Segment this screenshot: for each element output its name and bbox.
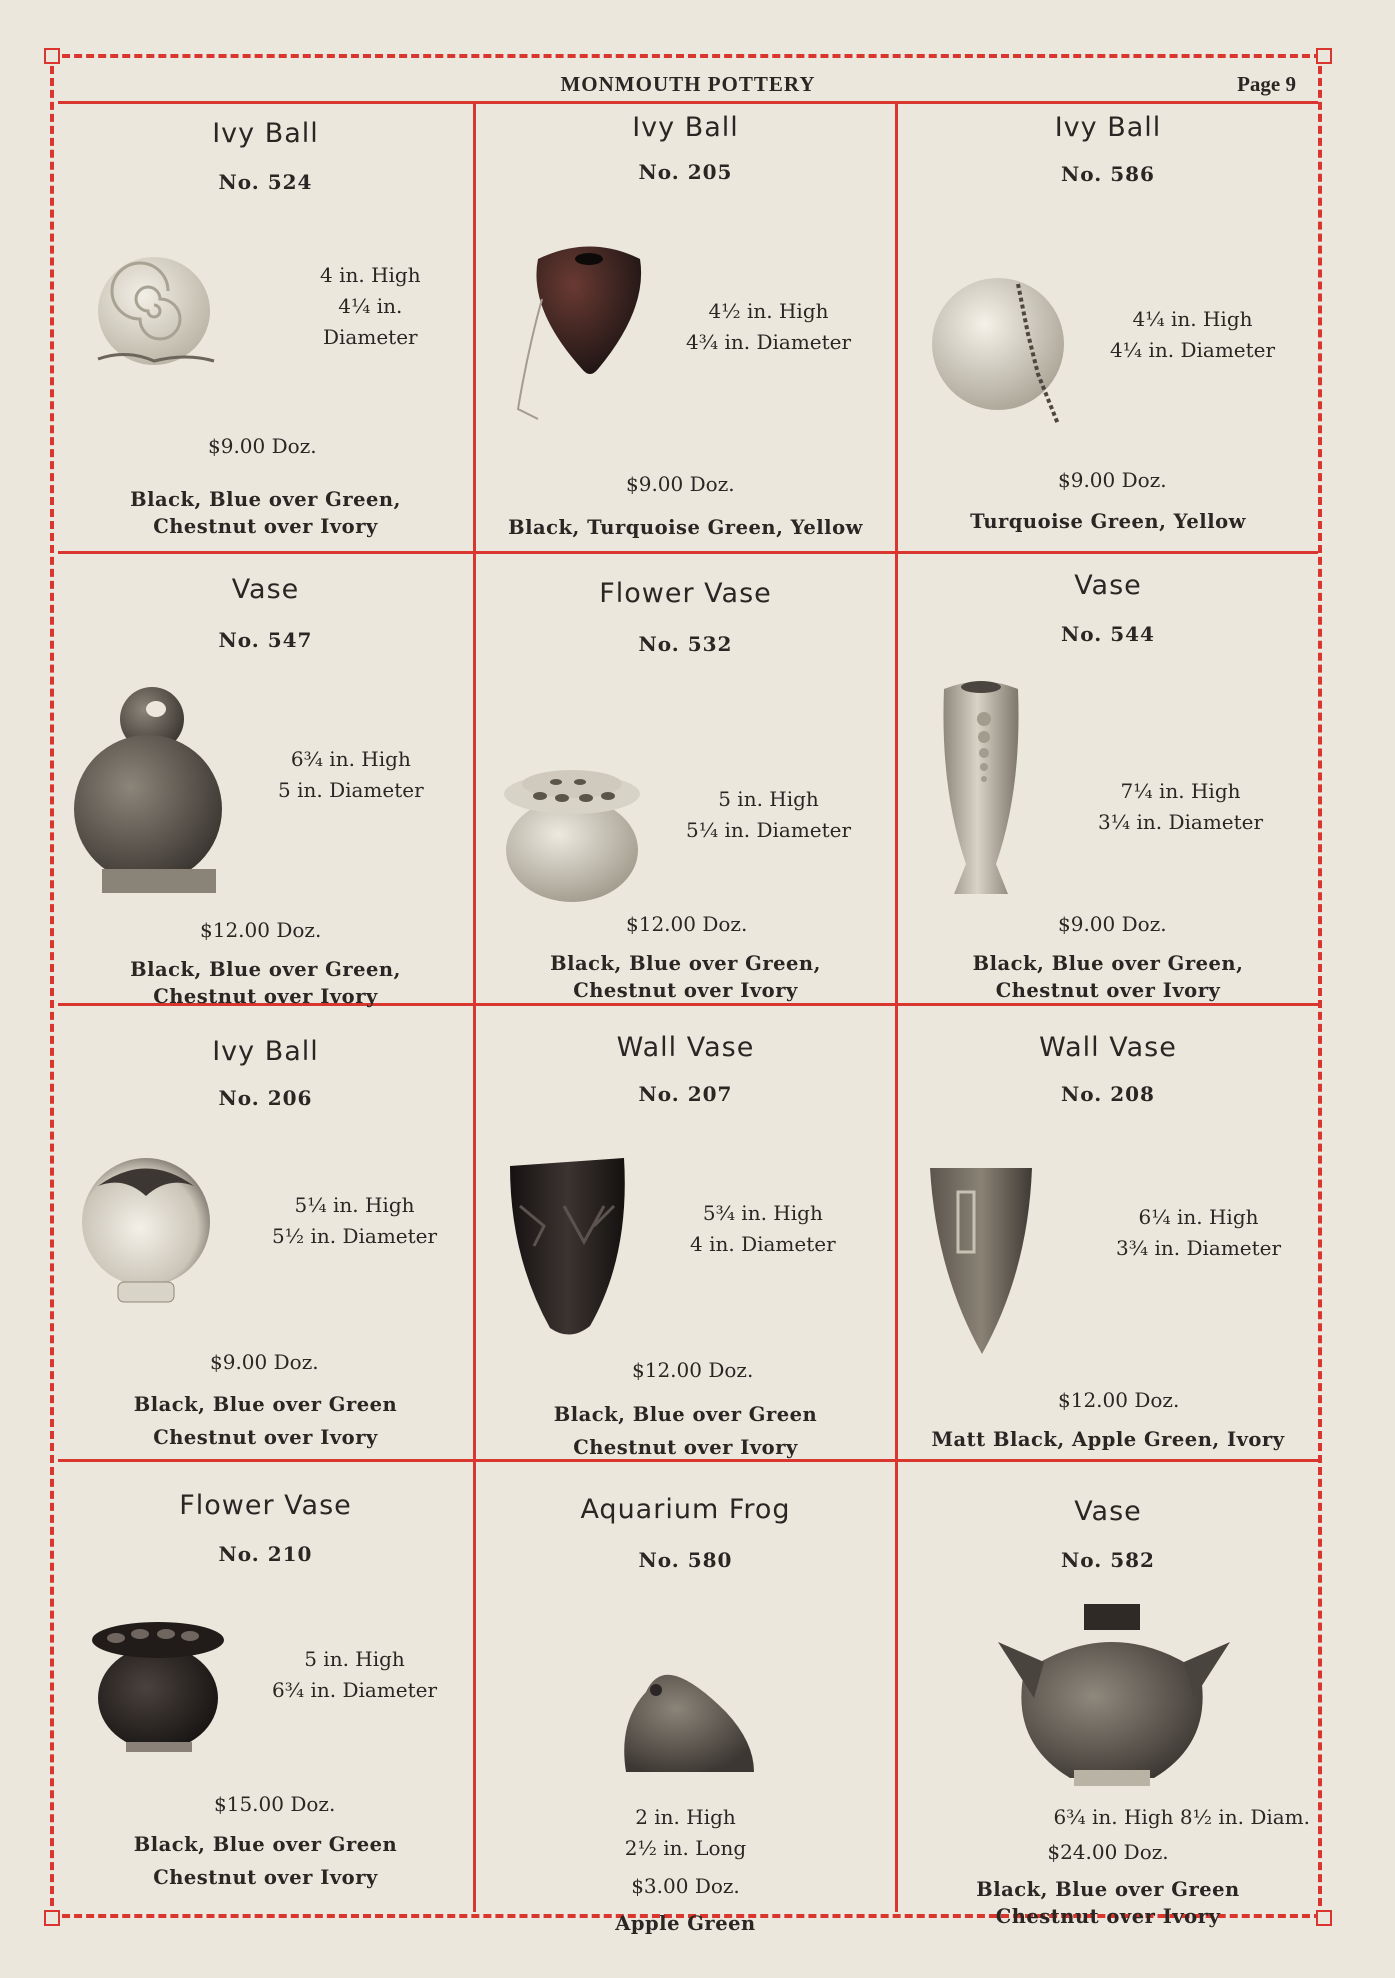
item-price: $3.00 Doz. (631, 1874, 740, 1898)
catalog-item (476, 1462, 898, 1935)
item-colors: Turquoise Green, Yellow (970, 510, 1246, 533)
item-name: Ivy Ball (212, 1036, 319, 1067)
item-price: $12.00 Doz. (626, 912, 748, 936)
item-number: No. 586 (1061, 162, 1155, 186)
item-name: Ivy Ball (212, 118, 319, 149)
catalog-item (58, 1462, 476, 1912)
item-colors: Black, Blue over Green, Chestnut over Ivory (972, 952, 1244, 1002)
ivy-ball-205-illustration (498, 229, 658, 429)
item-number: No. 582 (1061, 1548, 1155, 1572)
item-price: $9.00 Doz. (208, 434, 317, 458)
item-colors: Black, Blue over Green Chestnut over Ivory (133, 1393, 398, 1449)
item-name: Flower Vase (179, 1490, 352, 1521)
catalog-item (898, 1462, 1318, 1928)
item-colors: Matt Black, Apple Green, Ivory (931, 1428, 1285, 1451)
item-dimensions: 2 in. High 2½ in. Long (624, 1805, 747, 1860)
item-dimensions: 7¼ in. High 3¼ in. Diameter (1098, 779, 1264, 834)
item-price: $24.00 Doz. (1047, 1840, 1169, 1864)
item-price: $12.00 Doz. (1058, 1388, 1180, 1412)
item-number: No. 206 (218, 1086, 313, 1110)
item-price: $9.00 Doz. (1058, 912, 1167, 936)
item-dimensions: 6¼ in. High 3¾ in. Diameter (1116, 1205, 1282, 1260)
publisher-title: MONMOUTH POTTERY (560, 72, 816, 96)
item-number: No. 580 (638, 1548, 733, 1572)
item-name: Ivy Ball (632, 112, 739, 143)
item-number: No. 544 (1061, 622, 1155, 646)
item-colors: Black, Blue over Green, Chestnut over Ivory (550, 952, 821, 1002)
item-dimensions: 4 in. High 4¼ in. Diameter (320, 263, 421, 349)
catalog-item (58, 1006, 476, 1462)
item-colors: Apple Green (615, 1912, 756, 1935)
catalog-item (476, 104, 898, 554)
item-dimensions: 6¾ in. High 5 in. Diameter (278, 747, 424, 802)
catalog-grid (58, 104, 1318, 1935)
wall-vase-207-illustration (504, 1146, 644, 1346)
ivy-ball-586-illustration (928, 274, 1098, 434)
wall-vase-208-illustration (928, 1162, 1038, 1362)
flower-vase-210-illustration (86, 1612, 236, 1762)
item-price: $12.00 Doz. (200, 918, 322, 942)
catalog-item (476, 554, 898, 1006)
item-price: $12.00 Doz. (632, 1358, 754, 1382)
catalog-item (898, 554, 1318, 1006)
ivy-ball-524-illustration (86, 249, 236, 379)
item-number: No. 524 (218, 170, 313, 194)
item-colors: Black, Blue over Green Chestnut over Ivory (976, 1878, 1240, 1928)
item-name: Vase (1074, 570, 1142, 601)
item-dimensions: 5¼ in. High 5½ in. Diameter (272, 1193, 438, 1248)
item-number: No. 532 (638, 632, 733, 656)
item-price: $9.00 Doz. (626, 472, 735, 496)
page-number: Page 9 (1237, 72, 1296, 96)
item-dimensions: 5 in. High 6¾ in. Diameter (272, 1647, 438, 1702)
item-price: $9.00 Doz. (210, 1350, 319, 1374)
ivy-ball-206-illustration (78, 1156, 218, 1316)
item-number: No. 208 (1061, 1082, 1155, 1106)
item-name: Ivy Ball (1054, 112, 1162, 143)
border-corner (44, 48, 60, 64)
catalog-item (898, 1006, 1318, 1462)
border-corner (1316, 48, 1332, 64)
item-price: $15.00 Doz. (214, 1792, 336, 1816)
catalog-item (58, 104, 476, 554)
catalog-item (58, 554, 476, 1006)
item-number: No. 207 (638, 1082, 733, 1106)
border-corner (1316, 1910, 1332, 1926)
vase-547-illustration (72, 679, 232, 899)
vase-544-illustration (926, 669, 1036, 909)
border-corner (44, 1910, 60, 1926)
item-price: $9.00 Doz. (1058, 468, 1167, 492)
item-name: Vase (231, 574, 300, 605)
item-dimensions: 6¾ in. High 8½ in. Diam. (1053, 1805, 1310, 1829)
item-number: No. 210 (218, 1542, 313, 1566)
item-dimensions: 5 in. High 5¼ in. Diameter (686, 787, 852, 842)
item-colors: Black, Blue over Green, Chestnut over Ivory (130, 958, 401, 1008)
catalog-item (476, 1006, 898, 1462)
item-number: No. 547 (218, 628, 313, 652)
item-name: Wall Vase (1039, 1032, 1177, 1063)
item-dimensions: 4½ in. High 4¾ in. Diameter (686, 299, 852, 354)
aquarium-frog-580-illustration (616, 1662, 766, 1782)
item-name: Flower Vase (599, 578, 772, 609)
item-number: No. 205 (638, 160, 733, 184)
item-dimensions: 5¾ in. High 4 in. Diameter (690, 1201, 836, 1256)
item-name: Wall Vase (616, 1032, 755, 1063)
item-colors: Black, Blue over Green Chestnut over Ivory (133, 1833, 398, 1889)
item-dimensions: 4¼ in. High 4¼ in. Diameter (1110, 307, 1276, 362)
page-header (58, 68, 1318, 104)
catalog-item (898, 104, 1318, 554)
item-colors: Black, Blue over Green Chestnut over Ivory (553, 1403, 818, 1459)
item-colors: Black, Blue over Green, Chestnut over Ivory (130, 488, 401, 538)
flower-vase-532-illustration (500, 754, 650, 904)
item-name: Vase (1074, 1496, 1142, 1527)
vase-582-illustration (994, 1602, 1234, 1792)
item-colors: Black, Turquoise Green, Yellow (508, 516, 863, 539)
item-name: Aquarium Frog (580, 1494, 791, 1525)
